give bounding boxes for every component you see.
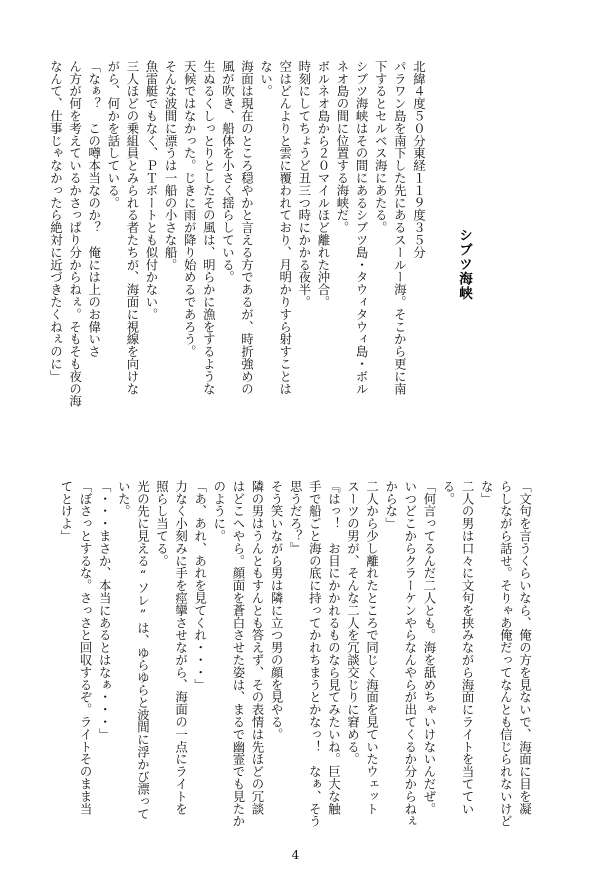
text-column: からな」 (383, 480, 399, 530)
text-column: 照らし当てる。 (154, 480, 170, 567)
page-number: 4 (291, 848, 300, 862)
text-column: る。 (441, 480, 456, 505)
text-column: 風が吹き、船体を小さく揺らしている。 (220, 60, 236, 284)
text-column: 光の先に見える“ソレ”は、ゆらゆらと波間に浮かび漂って (135, 480, 151, 820)
text-column: 下するとセルベス海にあたる。 (373, 60, 389, 234)
text-column: 天候ではなかった。じきに雨が降り始めるであろう。 (182, 60, 198, 358)
text-column: 「なぁ？ この噂本当なのか？ 俺には上のお偉いさ (86, 60, 102, 358)
text-column: 魚雷艇でもなく、ＰＴボートとも似付かない。 (144, 60, 159, 321)
text-column: そう笑いながら男は隣に立つ男の顔を見やる。 (269, 480, 285, 741)
text-column: らしながら話せ。そりゃあ俺だってなんとも信じられないけど (498, 480, 514, 828)
text-column: 海面は現在のところ穏やかと言える方であるが、時折強めの (239, 60, 255, 395)
text-column: な」 (479, 480, 495, 505)
text-column: パラワン島を南下した先にあるスールー海。そこから更に南 (392, 60, 408, 395)
text-column: いた。 (116, 480, 132, 518)
text-column: スーツの男が、そんな二人を冗談交じりに窘める。 (345, 480, 361, 766)
text-column: 「何言ってるんだ二人とも。海を舐めちゃいけないんだぜ。 (421, 480, 437, 815)
text-column: 生ぬるくしっとりとしたその風は、明らかに漁をするような (201, 60, 217, 395)
text-column: はどこへやら。顔面を蒼白させた姿は、まるで幽霊でも見たか (230, 480, 246, 828)
text-column: ない。 (258, 60, 274, 98)
text-column: 隣の男はうんともすんとも答えず、その表情は先ほどの冗談 (250, 480, 265, 815)
text-column: 二人の男は口々に文句を挟みながら海面にライトを当ててい (460, 480, 476, 815)
text-column: がら、何かを話している。 (105, 60, 121, 209)
text-column: 時刻にしてちょうど丑三つ時にかかる夜半。 (296, 60, 312, 308)
text-column: 空はどんよりと雲に覆われており、月明かりすら射すことは (277, 60, 293, 395)
text-column: 二人から少し離れたところで同じく海面を見ていたウェット (364, 480, 380, 815)
text-column: ネオ島の間に位置する海峡だ。 (335, 60, 350, 234)
text-column: 『はっ！ お目にかかれるものなら見てみたいね。巨大な触 (326, 480, 342, 815)
text-column: ボルネオ島から２０マイルほど離れた沖合。 (315, 60, 331, 308)
text-column: シブツ海峡はその間にあるシブツ島・タウィタウィ島・ボル (354, 60, 370, 395)
text-column: のように。 (211, 480, 227, 542)
text-column: ん方が何を考えているかさっぱり分からねぇ。そもそも夜の海 (67, 60, 83, 408)
text-column: いつどこからクラーケンやらなんやらが出てくるか分からねぇ (402, 480, 418, 828)
chapter-title: シブツ海峡 (456, 228, 472, 301)
text-column: 「ぼさっとするな。さっさと回収するぞ。ライトそのまま当 (78, 480, 94, 815)
text-column: 北緯４度５０分東経１１９度３５分 (411, 60, 427, 259)
text-column: なんて、仕事じゃなかったら絶対に近づきたくねぇのに」 (48, 60, 64, 383)
text-column: そんな波間に漂うは一船の小さな船。 (163, 60, 179, 271)
text-column: 手で船ごと海の底に持ってかれちまうとかなっ！ なぁ、そう (307, 480, 323, 828)
text-column: 「文句を言うくらいなら、俺の方を見ないで、海面に目を凝 (517, 480, 533, 815)
text-column: 思うだろ？』 (288, 480, 304, 555)
text-column: 「あ、あれ、あれを見てくれ・・・」 (192, 480, 208, 691)
text-column: 「・・・まさか、本当にあるとはなぁ・・・」 (97, 480, 113, 741)
text-column: 三人ほどの乗組員とみられる者たちが、海面に視線を向けな (124, 60, 140, 395)
text-column: てとけよ」 (59, 480, 74, 542)
text-column: 力なく小刻みに手を痙攣させながら、海面の一点にライトを (173, 480, 189, 815)
